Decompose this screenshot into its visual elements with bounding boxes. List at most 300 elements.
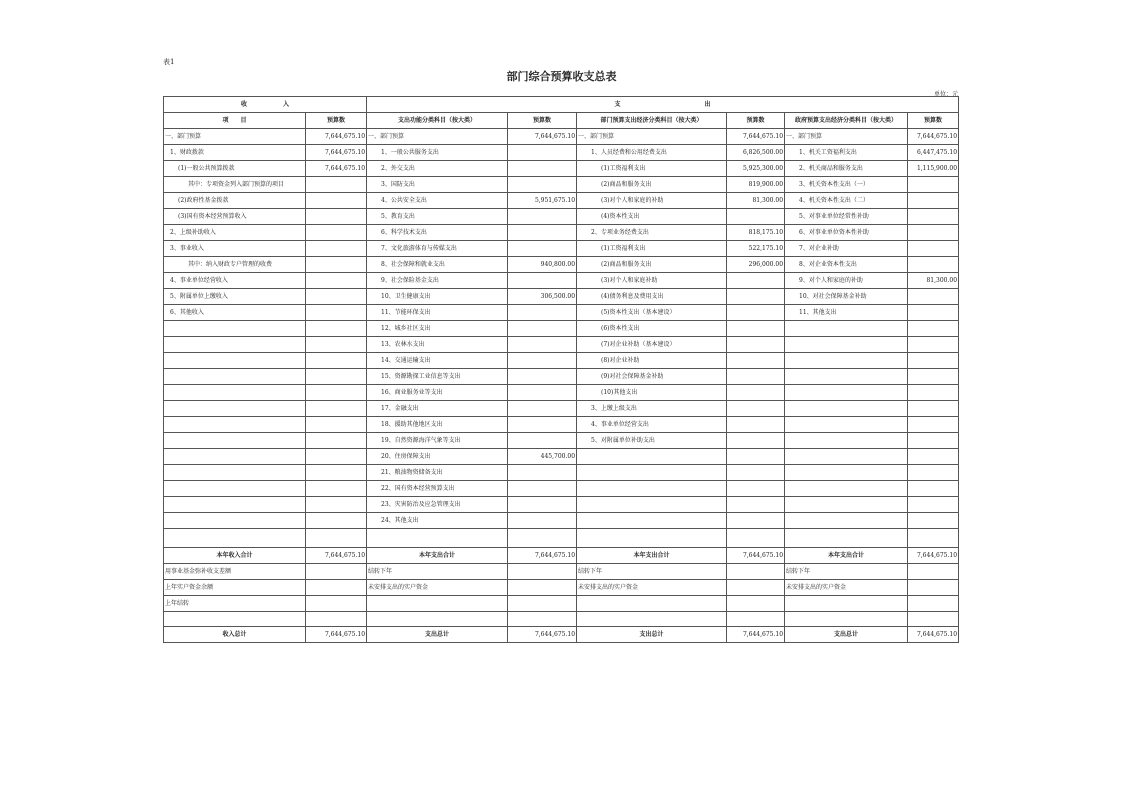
gov-econ-item-cell: [785, 337, 908, 353]
gov-econ-item-cell: [785, 529, 908, 548]
dept-econ-item-cell: 2、专项业务经费支出: [577, 225, 727, 241]
header-row-columns: [164, 113, 959, 129]
func-amount-cell: [508, 513, 577, 529]
table-row: [164, 129, 959, 145]
table-row: [164, 465, 959, 481]
gov-econ-item-cell: [785, 353, 908, 369]
income-amount-cell: [306, 513, 367, 529]
income-amount-cell: [306, 385, 367, 401]
dept-econ-amount-cell: [727, 497, 785, 513]
gov-econ-amount-cell: 1,115,900.00: [908, 161, 959, 177]
func-amount-cell: 7,644,675.10: [508, 129, 577, 145]
func-item-cell: 7、文化旅游体育与传媒支出: [367, 241, 508, 257]
dept-econ-item-cell: (4)债务利息及费用支出: [577, 289, 727, 305]
dept-econ-amount-cell: [727, 481, 785, 497]
gov-econ-item-cell: [785, 369, 908, 385]
dept-econ-item-cell: [577, 513, 727, 529]
table-row: [164, 564, 959, 580]
func-item-cell: 1、一般公共服务支出: [367, 145, 508, 161]
func-amount-cell: [508, 580, 577, 596]
func-amount-cell: 5,951,675.10: [508, 193, 577, 209]
dept-econ-amount-cell: 81,300.00: [727, 193, 785, 209]
table-row: [164, 481, 959, 497]
gov-econ-item-cell: 10、对社会保障基金补助: [785, 289, 908, 305]
dept-econ-item-cell: (9)对社会保障基金补助: [577, 369, 727, 385]
income-amount-cell: 7,644,675.10: [306, 129, 367, 145]
func-amount-cell: [508, 529, 577, 548]
income-item-cell: 上年实户资金余额: [164, 580, 306, 596]
dept-econ-amount-cell: [727, 465, 785, 481]
income-item-cell: [164, 433, 306, 449]
func-item-cell: [367, 596, 508, 612]
income-item-cell: 其中：专项资金列入部门预算的项目: [164, 177, 306, 193]
func-amount-cell: [508, 337, 577, 353]
func-amount-cell: [508, 321, 577, 337]
income-item-cell: [164, 449, 306, 465]
dept-econ-item-cell: (1)工资福利支出: [577, 241, 727, 257]
gov-econ-amount-cell: 81,300.00: [908, 273, 959, 289]
func-amount-cell: [508, 225, 577, 241]
table-row: [164, 225, 959, 241]
table-row: [164, 161, 959, 177]
income-amount-cell: 7,644,675.10: [306, 627, 367, 643]
func-item-cell: 3、国防支出: [367, 177, 508, 193]
gov-econ-item-cell: [785, 513, 908, 529]
func-amount-cell: 940,800.00: [508, 257, 577, 273]
dept-econ-amount-cell: [727, 401, 785, 417]
year-total-row: [164, 548, 959, 564]
func-amount-cell: 306,500.00: [508, 289, 577, 305]
income-item-cell: [164, 529, 306, 548]
income-amount-cell: [306, 449, 367, 465]
table-row: [164, 529, 959, 548]
func-item-cell: 15、资源勘探工业信息等支出: [367, 369, 508, 385]
income-item-cell: [164, 353, 306, 369]
func-amount-cell: [508, 612, 577, 627]
gov-econ-item-cell: 本年支出合计: [785, 548, 908, 564]
income-item-cell: 1、财政拨款: [164, 145, 306, 161]
income-item-cell: 上年结转: [164, 596, 306, 612]
income-amount-cell: [306, 337, 367, 353]
income-amount-cell: [306, 193, 367, 209]
gov-econ-item-cell: [785, 385, 908, 401]
func-item-cell: 16、商业服务业等支出: [367, 385, 508, 401]
table-row: [164, 417, 959, 433]
table-row: [164, 321, 959, 337]
func-item-cell: 20、住房保障支出: [367, 449, 508, 465]
income-amount-cell: [306, 273, 367, 289]
dept-econ-amount-cell: [727, 337, 785, 353]
table-row: [164, 385, 959, 401]
dept-econ-amount-cell: [727, 433, 785, 449]
func-item-cell: 9、社会保险基金支出: [367, 273, 508, 289]
gov-econ-amount-cell: 7,644,675.10: [908, 129, 959, 145]
dept-econ-item-cell: (6)资本性支出: [577, 321, 727, 337]
gov-econ-amount-cell: [908, 465, 959, 481]
dept-econ-amount-cell: [727, 580, 785, 596]
budget-summary-table: [163, 96, 959, 643]
gov-econ-item-cell: 2、机关商品和服务支出: [785, 161, 908, 177]
dept-econ-amount-cell: [727, 305, 785, 321]
gov-econ-item-cell: 结转下年: [785, 564, 908, 580]
gov-econ-item-cell: 6、对事业单位资本性补助: [785, 225, 908, 241]
income-item-cell: 2、上级补助收入: [164, 225, 306, 241]
func-amount-cell: [508, 417, 577, 433]
income-amount-cell: [306, 177, 367, 193]
dept-econ-amount-cell: 7,644,675.10: [727, 548, 785, 564]
income-amount-cell: [306, 369, 367, 385]
col-header-func-class: 支出功能分类科目（按大类）: [367, 113, 508, 129]
income-amount-cell: [306, 305, 367, 321]
gov-econ-amount-cell: [908, 513, 959, 529]
gov-econ-amount-cell: [908, 321, 959, 337]
func-amount-cell: 7,644,675.10: [508, 627, 577, 643]
gov-econ-item-cell: [785, 481, 908, 497]
income-amount-cell: [306, 529, 367, 548]
func-amount-cell: [508, 465, 577, 481]
col-header-budget: 预算数: [908, 113, 959, 129]
grand-total-row: [164, 627, 959, 643]
gov-econ-amount-cell: [908, 529, 959, 548]
dept-econ-amount-cell: [727, 273, 785, 289]
func-item-cell: [367, 529, 508, 548]
table-row: [164, 273, 959, 289]
dept-econ-item-cell: (10)其他支出: [577, 385, 727, 401]
dept-econ-item-cell: 本年支出合计: [577, 548, 727, 564]
func-amount-cell: [508, 369, 577, 385]
func-item-cell: [367, 612, 508, 627]
income-item-cell: [164, 465, 306, 481]
func-item-cell: 24、其他支出: [367, 513, 508, 529]
gov-econ-amount-cell: [908, 417, 959, 433]
dept-econ-item-cell: (2)商品和服务支出: [577, 257, 727, 273]
gov-econ-amount-cell: [908, 289, 959, 305]
dept-econ-item-cell: 1、人员经费和公用经费支出: [577, 145, 727, 161]
gov-econ-amount-cell: 7,644,675.10: [908, 548, 959, 564]
page-title: 部门综合预算收支总表: [506, 70, 617, 83]
func-item-cell: 结转下年: [367, 564, 508, 580]
income-header: 收 入: [164, 97, 367, 113]
income-item-cell: [164, 481, 306, 497]
gov-econ-amount-cell: [908, 580, 959, 596]
func-item-cell: 13、农林水支出: [367, 337, 508, 353]
gov-econ-amount-cell: [908, 497, 959, 513]
func-amount-cell: [508, 401, 577, 417]
dept-econ-item-cell: (3)对个人和家庭的补助: [577, 193, 727, 209]
dept-econ-item-cell: (1)工资福利支出: [577, 161, 727, 177]
gov-econ-amount-cell: [908, 305, 959, 321]
gov-econ-amount-cell: [908, 612, 959, 627]
func-item-cell: 12、城乡社区支出: [367, 321, 508, 337]
func-item-cell: 11、节能环保支出: [367, 305, 508, 321]
income-amount-cell: [306, 209, 367, 225]
func-amount-cell: [508, 596, 577, 612]
income-amount-cell: [306, 401, 367, 417]
unit-label: 单位：元: [933, 91, 958, 98]
income-item-cell: [164, 513, 306, 529]
dept-econ-item-cell: (5)资本性支出（基本建设）: [577, 305, 727, 321]
income-item-cell: 6、其他收入: [164, 305, 306, 321]
dept-econ-amount-cell: [727, 321, 785, 337]
gov-econ-amount-cell: 7,644,675.10: [908, 627, 959, 643]
table-row: [164, 580, 959, 596]
dept-econ-amount-cell: 6,826,500.00: [727, 145, 785, 161]
income-item-cell: [164, 369, 306, 385]
dept-econ-item-cell: (8)对企业补助: [577, 353, 727, 369]
dept-econ-amount-cell: [727, 353, 785, 369]
gov-econ-item-cell: 1、机关工资福利支出: [785, 145, 908, 161]
dept-econ-item-cell: [577, 596, 727, 612]
func-amount-cell: [508, 209, 577, 225]
income-amount-cell: [306, 564, 367, 580]
func-item-cell: 22、国有资本经营预算支出: [367, 481, 508, 497]
func-amount-cell: [508, 564, 577, 580]
dept-econ-item-cell: [577, 481, 727, 497]
gov-econ-amount-cell: [908, 369, 959, 385]
gov-econ-item-cell: [785, 596, 908, 612]
income-item-cell: [164, 497, 306, 513]
income-item-cell: 3、事业收入: [164, 241, 306, 257]
dept-econ-item-cell: [577, 612, 727, 627]
header-row-top: [164, 97, 959, 113]
income-item-cell: [164, 401, 306, 417]
dept-econ-item-cell: (3)对个人和家庭补助: [577, 273, 727, 289]
gov-econ-amount-cell: [908, 337, 959, 353]
table-body: [164, 129, 959, 643]
func-item-cell: 17、金融支出: [367, 401, 508, 417]
income-item-cell: (2)政府性基金拨款: [164, 193, 306, 209]
dept-econ-amount-cell: [727, 513, 785, 529]
func-item-cell: 6、科学技术支出: [367, 225, 508, 241]
dept-econ-amount-cell: [727, 289, 785, 305]
expense-header: 支 出: [367, 97, 959, 113]
income-item-cell: 一、部门预算: [164, 129, 306, 145]
func-amount-cell: [508, 353, 577, 369]
func-item-cell: 4、公共安全支出: [367, 193, 508, 209]
table-row: [164, 401, 959, 417]
dept-econ-amount-cell: 818,175.10: [727, 225, 785, 241]
income-item-cell: [164, 385, 306, 401]
dept-econ-amount-cell: [727, 564, 785, 580]
dept-econ-item-cell: (4)资本性支出: [577, 209, 727, 225]
func-amount-cell: [508, 305, 577, 321]
dept-econ-amount-cell: [727, 209, 785, 225]
gov-econ-item-cell: 支出总计: [785, 627, 908, 643]
table-row: [164, 449, 959, 465]
dept-econ-item-cell: (2)商品和服务支出: [577, 177, 727, 193]
dept-econ-amount-cell: [727, 529, 785, 548]
table-row: [164, 337, 959, 353]
dept-econ-item-cell: 4、事业单位经营支出: [577, 417, 727, 433]
income-amount-cell: [306, 497, 367, 513]
dept-econ-item-cell: [577, 497, 727, 513]
table-row: [164, 257, 959, 273]
income-item-cell: [164, 321, 306, 337]
income-amount-cell: [306, 580, 367, 596]
table-row: [164, 369, 959, 385]
gov-econ-item-cell: 未安排支出的实户资金: [785, 580, 908, 596]
gov-econ-amount-cell: [908, 564, 959, 580]
table-row: [164, 596, 959, 612]
dept-econ-amount-cell: 5,925,300.00: [727, 161, 785, 177]
gov-econ-item-cell: 11、其他支出: [785, 305, 908, 321]
func-amount-cell: 7,644,675.10: [508, 548, 577, 564]
income-item-cell: (3)国有资本经营预算收入: [164, 209, 306, 225]
sheet-label: 表1: [163, 58, 175, 66]
col-header-item: 项 目: [164, 113, 306, 129]
gov-econ-amount-cell: [908, 193, 959, 209]
col-header-gov-econ: 政府预算支出经济分类科目（按大类）: [785, 113, 908, 129]
income-item-cell: 5、附属单位上缴收入: [164, 289, 306, 305]
gov-econ-amount-cell: [908, 481, 959, 497]
income-amount-cell: 7,644,675.10: [306, 548, 367, 564]
income-amount-cell: [306, 257, 367, 273]
gov-econ-amount-cell: [908, 353, 959, 369]
gov-econ-item-cell: [785, 465, 908, 481]
table-row: [164, 289, 959, 305]
dept-econ-item-cell: 未安排支出的实户资金: [577, 580, 727, 596]
table-row: [164, 193, 959, 209]
income-amount-cell: [306, 433, 367, 449]
gov-econ-item-cell: [785, 401, 908, 417]
func-amount-cell: [508, 177, 577, 193]
income-item-cell: [164, 417, 306, 433]
table-row: [164, 353, 959, 369]
gov-econ-amount-cell: [908, 177, 959, 193]
gov-econ-amount-cell: [908, 225, 959, 241]
dept-econ-item-cell: (7)对企业补助（基本建设）: [577, 337, 727, 353]
col-header-dept-econ: 部门预算支出经济分类科目（按大类）: [577, 113, 727, 129]
income-amount-cell: [306, 481, 367, 497]
dept-econ-amount-cell: 296,000.00: [727, 257, 785, 273]
func-amount-cell: 445,700.00: [508, 449, 577, 465]
gov-econ-amount-cell: 6,447,475.10: [908, 145, 959, 161]
gov-econ-item-cell: 4、机关资本性支出（二）: [785, 193, 908, 209]
table-row: [164, 513, 959, 529]
dept-econ-amount-cell: 819,900.00: [727, 177, 785, 193]
income-item-cell: (1)一般公共预算拨款: [164, 161, 306, 177]
gov-econ-amount-cell: [908, 433, 959, 449]
dept-econ-amount-cell: [727, 596, 785, 612]
gov-econ-amount-cell: [908, 385, 959, 401]
dept-econ-amount-cell: [727, 385, 785, 401]
gov-econ-item-cell: [785, 433, 908, 449]
dept-econ-item-cell: [577, 465, 727, 481]
func-amount-cell: [508, 145, 577, 161]
dept-econ-item-cell: [577, 449, 727, 465]
income-amount-cell: [306, 417, 367, 433]
income-amount-cell: 7,644,675.10: [306, 161, 367, 177]
gov-econ-item-cell: 7、对企业补助: [785, 241, 908, 257]
income-amount-cell: [306, 241, 367, 257]
func-item-cell: 10、卫生健康支出: [367, 289, 508, 305]
table-row: [164, 145, 959, 161]
gov-econ-item-cell: 9、对个人和家庭的补助: [785, 273, 908, 289]
table-row: [164, 497, 959, 513]
gov-econ-item-cell: 8、对企业资本性支出: [785, 257, 908, 273]
income-amount-cell: [306, 225, 367, 241]
income-amount-cell: [306, 465, 367, 481]
dept-econ-item-cell: 一、部门预算: [577, 129, 727, 145]
dept-econ-amount-cell: 7,644,675.10: [727, 627, 785, 643]
dept-econ-item-cell: 结转下年: [577, 564, 727, 580]
gov-econ-item-cell: [785, 321, 908, 337]
income-amount-cell: [306, 289, 367, 305]
dept-econ-amount-cell: [727, 449, 785, 465]
col-header-budget: 预算数: [306, 113, 367, 129]
func-item-cell: 19、自然资源海洋气象等支出: [367, 433, 508, 449]
dept-econ-amount-cell: [727, 612, 785, 627]
income-item-cell: 4、事业单位经营收入: [164, 273, 306, 289]
func-item-cell: 支出总计: [367, 627, 508, 643]
income-amount-cell: [306, 353, 367, 369]
func-amount-cell: [508, 273, 577, 289]
income-amount-cell: 7,644,675.10: [306, 145, 367, 161]
func-item-cell: 14、交通运输支出: [367, 353, 508, 369]
table-row: [164, 433, 959, 449]
table-row: [164, 209, 959, 225]
func-item-cell: 一、部门预算: [367, 129, 508, 145]
gov-econ-amount-cell: [908, 209, 959, 225]
income-amount-cell: [306, 321, 367, 337]
func-amount-cell: [508, 385, 577, 401]
gov-econ-item-cell: 3、机关资本性支出（一）: [785, 177, 908, 193]
func-item-cell: 8、社会保障和就业支出: [367, 257, 508, 273]
dept-econ-item-cell: 5、对附属单位补助支出: [577, 433, 727, 449]
func-amount-cell: [508, 161, 577, 177]
income-item-cell: [164, 337, 306, 353]
dept-econ-amount-cell: [727, 369, 785, 385]
gov-econ-amount-cell: [908, 401, 959, 417]
func-item-cell: 23、灾害防治及应急管理支出: [367, 497, 508, 513]
income-item-cell: [164, 612, 306, 627]
col-header-budget: 预算数: [508, 113, 577, 129]
gov-econ-amount-cell: [908, 596, 959, 612]
dept-econ-item-cell: 3、上缴上级支出: [577, 401, 727, 417]
table-row: [164, 612, 959, 627]
gov-econ-item-cell: [785, 449, 908, 465]
func-amount-cell: [508, 497, 577, 513]
func-amount-cell: [508, 241, 577, 257]
dept-econ-item-cell: [577, 529, 727, 548]
income-item-cell: 收入总计: [164, 627, 306, 643]
func-item-cell: 2、外交支出: [367, 161, 508, 177]
dept-econ-item-cell: 支出总计: [577, 627, 727, 643]
income-amount-cell: [306, 596, 367, 612]
table-row: [164, 305, 959, 321]
gov-econ-amount-cell: [908, 449, 959, 465]
func-item-cell: 18、援助其他地区支出: [367, 417, 508, 433]
income-item-cell: 本年收入合计: [164, 548, 306, 564]
func-item-cell: 未安排支出的实户资金: [367, 580, 508, 596]
dept-econ-amount-cell: 522,175.10: [727, 241, 785, 257]
income-item-cell: 用事业基金弥补收支差额: [164, 564, 306, 580]
gov-econ-amount-cell: [908, 257, 959, 273]
gov-econ-item-cell: [785, 417, 908, 433]
income-amount-cell: [306, 612, 367, 627]
func-amount-cell: [508, 433, 577, 449]
income-item-cell: 其中：纳入财政专户管理的收费: [164, 257, 306, 273]
dept-econ-amount-cell: [727, 417, 785, 433]
func-item-cell: 21、粮油物资储备支出: [367, 465, 508, 481]
gov-econ-amount-cell: [908, 241, 959, 257]
gov-econ-item-cell: [785, 612, 908, 627]
gov-econ-item-cell: [785, 497, 908, 513]
func-amount-cell: [508, 481, 577, 497]
func-item-cell: 5、教育支出: [367, 209, 508, 225]
table-row: [164, 241, 959, 257]
dept-econ-amount-cell: 7,644,675.10: [727, 129, 785, 145]
